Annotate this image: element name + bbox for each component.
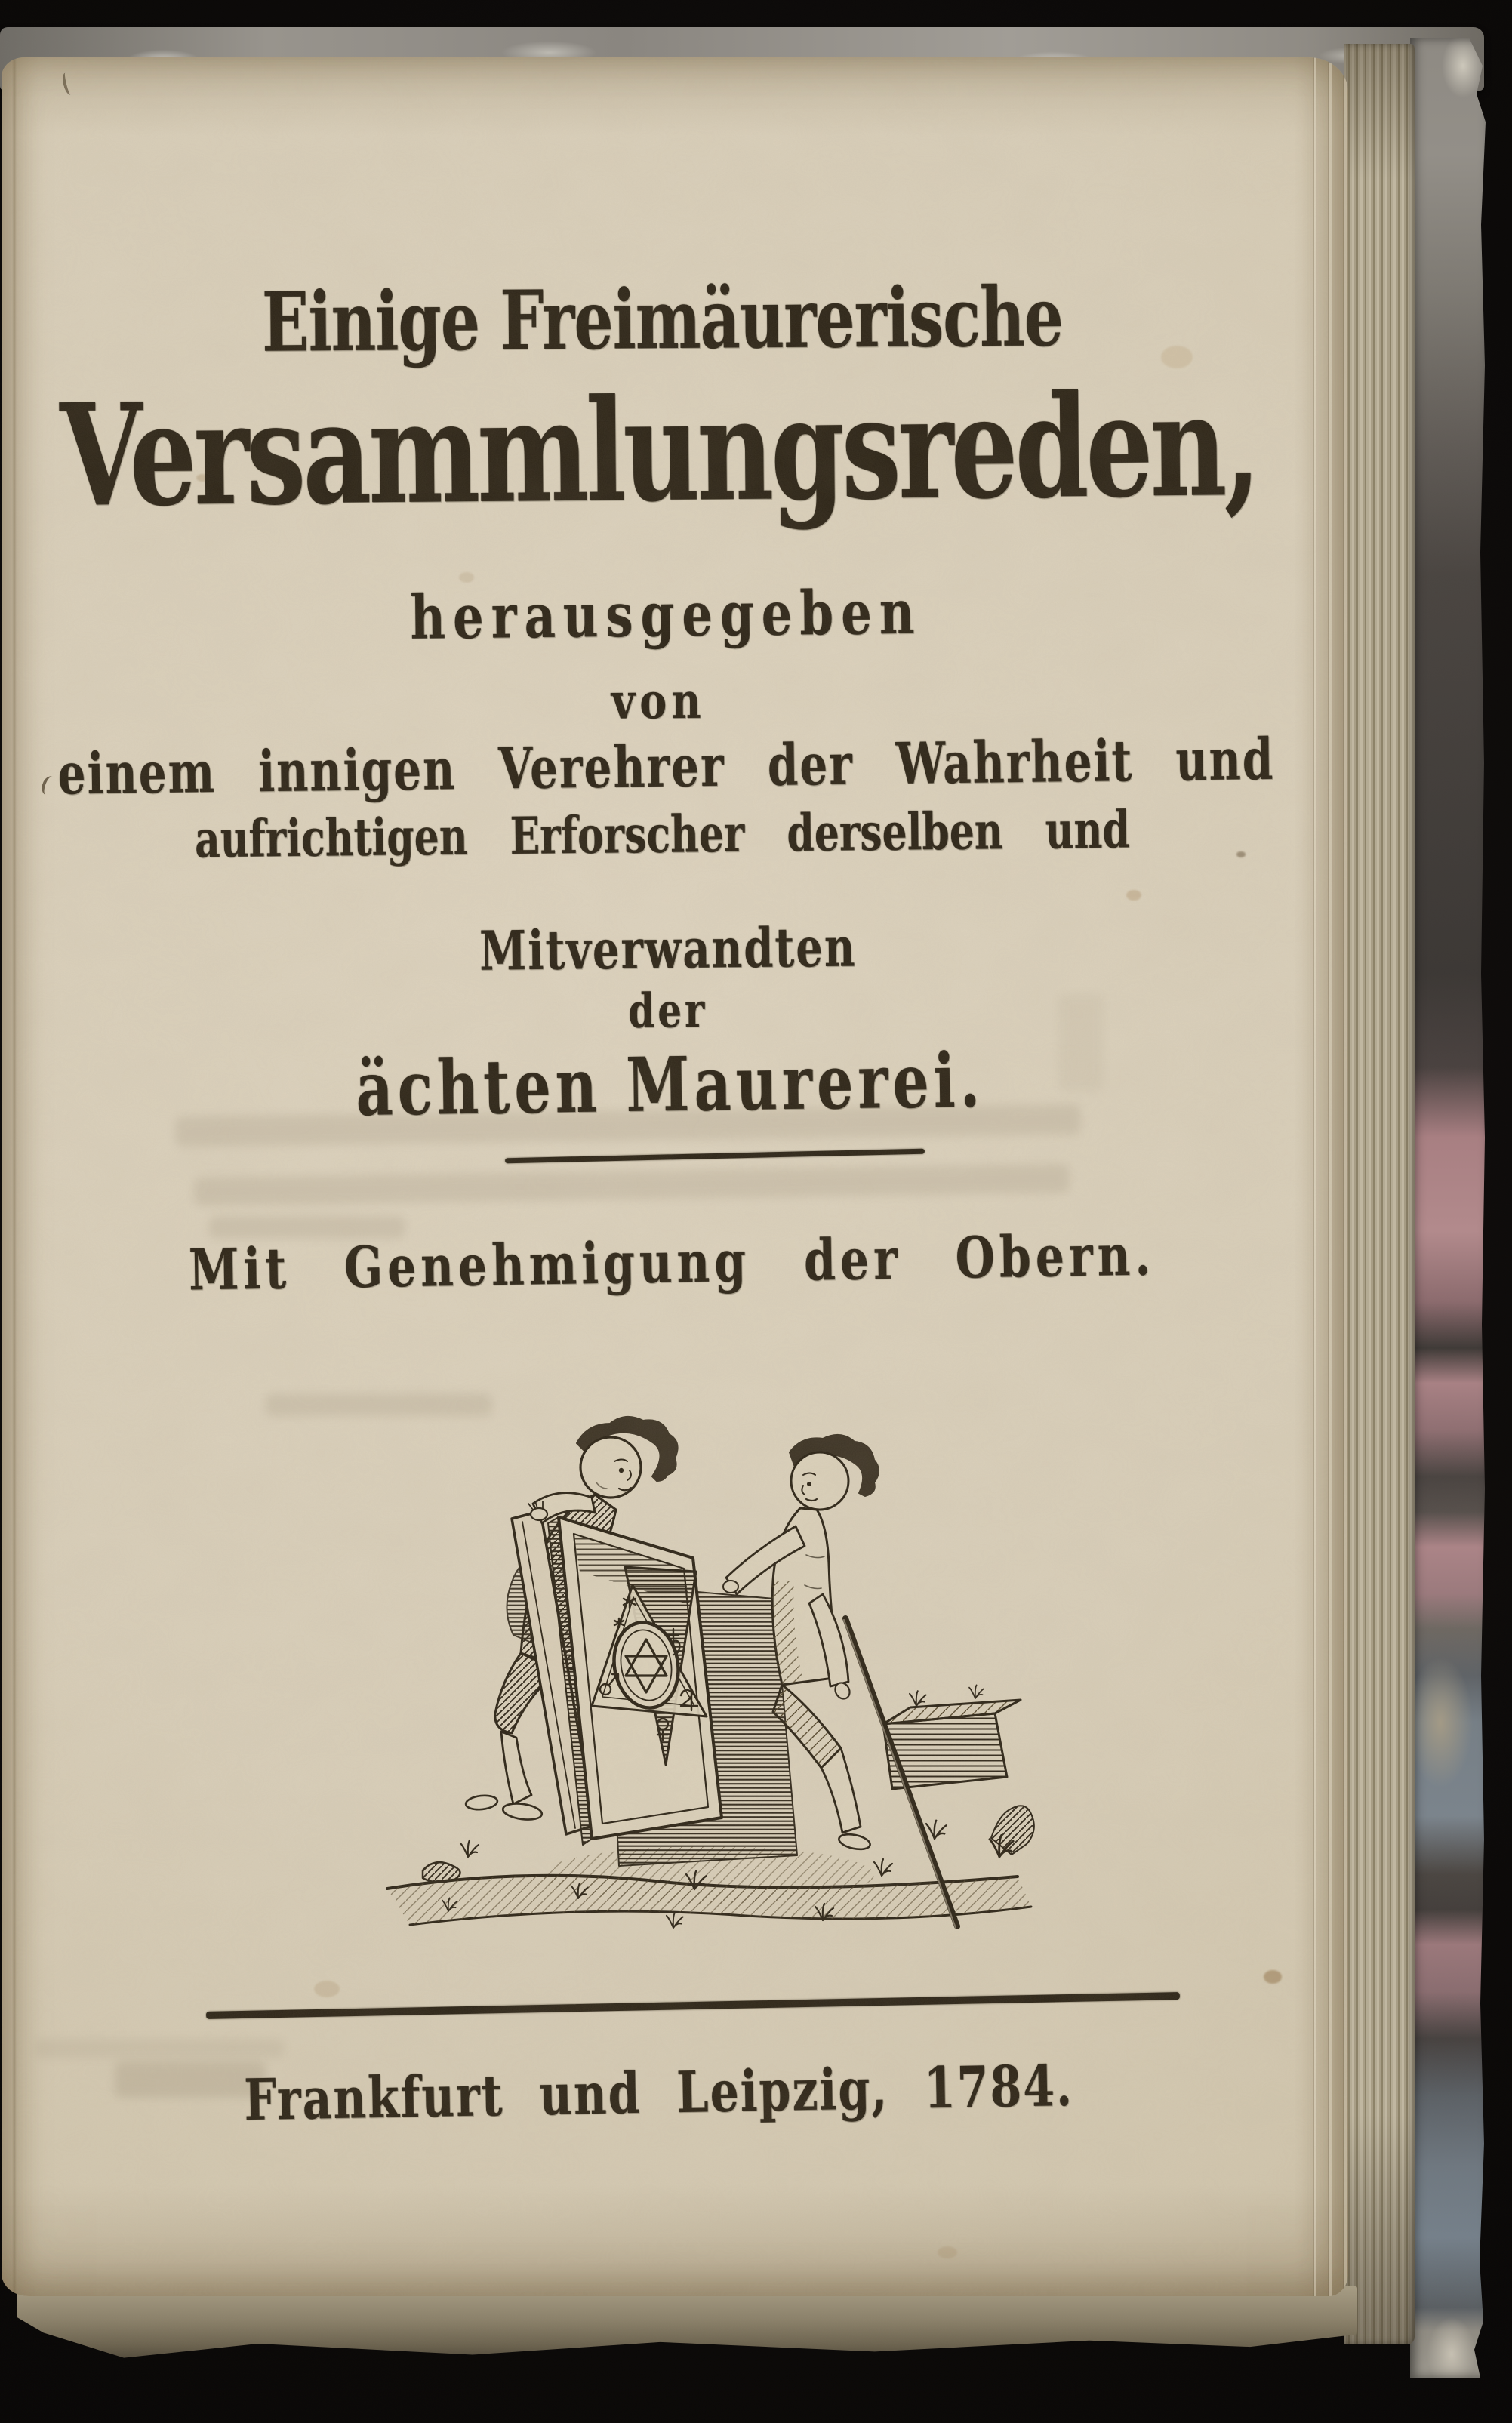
title-line-2: Versammlungsreden,	[59, 364, 1258, 540]
page-block-right-edge	[1344, 44, 1415, 2344]
separator-rule-long	[206, 1992, 1180, 2019]
title-line-1: Einige Freimäurerische	[261, 269, 1064, 371]
editor-statement-herausgegeben: herausgegeben	[409, 577, 922, 654]
fore-edge-ridges	[1307, 57, 1348, 2296]
foxing-spot	[1264, 1970, 1282, 1984]
ink-flick	[61, 72, 75, 96]
editor-line-3: Mitverwandten	[479, 915, 857, 984]
bleedthrough-line	[194, 1164, 1070, 1206]
page-block-bottom-edge	[17, 2286, 1357, 2364]
separator-rule-short	[505, 1149, 925, 1164]
subject-line: ächten Maurerei.	[355, 1036, 985, 1133]
vignette-woodcut	[353, 1404, 1055, 1963]
foxing-spot	[938, 2246, 957, 2258]
marbled-cover-fore-edge	[1410, 38, 1486, 2378]
foxing-spot	[459, 572, 474, 583]
title-page-paper	[2, 57, 1348, 2296]
foxing-spot	[1126, 890, 1141, 901]
editor-line-2: aufrichtigen Erforscher derselben und	[194, 800, 1131, 870]
approbation-line: Mit Genehmigung der Obern.	[188, 1222, 1156, 1304]
editor-statement-von: von	[611, 671, 706, 731]
foxing-spot	[314, 1981, 340, 1997]
bleedthrough-line	[35, 2039, 285, 2058]
imprint-line: Frankfurt und Leipzig, 1784.	[243, 2053, 1074, 2134]
subject-article: der	[627, 982, 708, 1039]
editor-line-1: einem innigen Verehrer der Wahrheit und	[57, 725, 1275, 808]
